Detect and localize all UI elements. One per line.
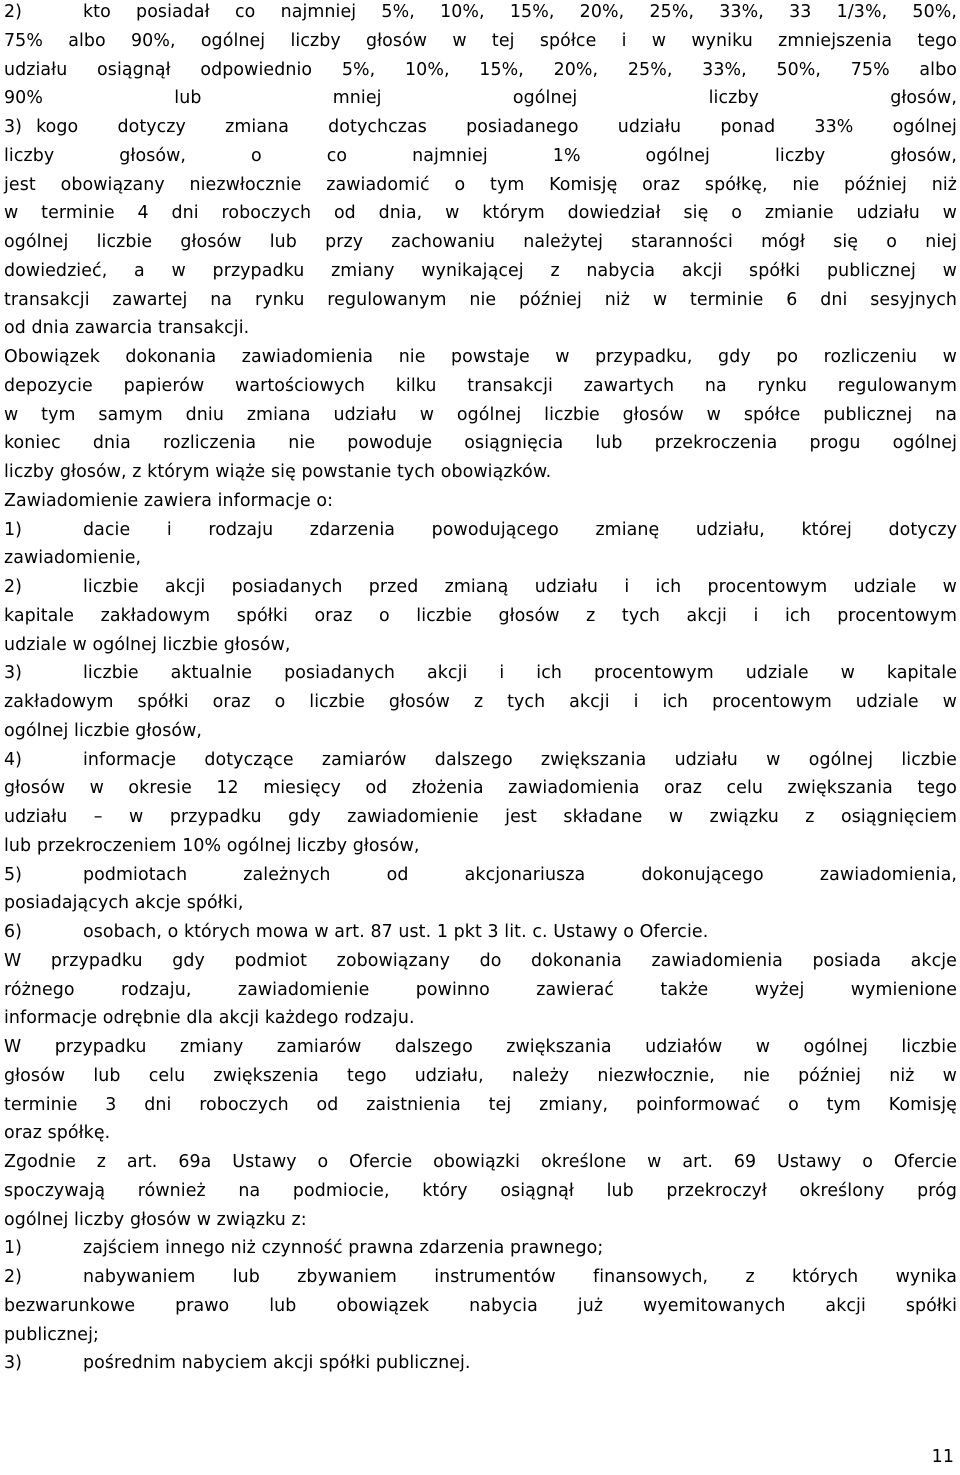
text-line: od dnia zawarcia transakcji. bbox=[4, 318, 250, 339]
text-line: koniec dnia rozliczenia nie powoduje osiągnięcia lub przekroczenia progu ogólnej bbox=[4, 433, 957, 454]
text-line bbox=[4, 659, 957, 688]
text-line: kapitale zakładowym spółki oraz o liczbie głosów z tych akcji i ich procentowym bbox=[4, 605, 957, 626]
text-line: w tym samym dniu zmiana udziału w ogólnej liczbie głosów w spółce publicznej na bbox=[4, 404, 957, 425]
list-number: 3) bbox=[4, 117, 23, 137]
list-number: 3) bbox=[4, 663, 23, 684]
text-line: spoczywają również na podmiocie, który osiągnął lub przekroczył określony próg bbox=[4, 1180, 957, 1201]
list-item-text: liczbie akcji posiadanych przed zmianą udziału i ich procentowym udziale w bbox=[83, 577, 957, 597]
page-number: 11 bbox=[931, 1447, 954, 1467]
text-line: terminie 3 dni roboczych od zaistnienia tej zmiany, poinformować o tym Komisję bbox=[4, 1094, 957, 1115]
list-number: 2) bbox=[4, 1267, 23, 1287]
list-number: 2) bbox=[4, 577, 23, 597]
text-line: udziału osiągnął odpowiednio 5%, 10%, 15%, 20%, 25%, 33%, 50%, 75% albo bbox=[4, 59, 957, 80]
text-line: informacje odrębnie dla akcji każdego rodzaju. bbox=[4, 1008, 415, 1029]
text-line: głosów w okresie 12 miesięcy od złożenia zawiadomienia oraz celu zwiększania tego bbox=[4, 778, 957, 799]
list-number: 3) bbox=[4, 1353, 23, 1374]
text-line: ogólnej liczby głosów w związku z: bbox=[4, 1209, 307, 1230]
text-line: 90% lub mniej ogólnej liczby głosów, bbox=[4, 88, 957, 109]
text-line: bezwarunkowe prawo lub obowiązek nabycia już wyemitowanych akcji spółki bbox=[4, 1295, 957, 1316]
text-line: Zgodnie z art. 69a Ustawy o Ofercie obowiązki określone w art. 69 Ustawy o Ofercie bbox=[4, 1152, 957, 1172]
text-line bbox=[4, 918, 957, 947]
text-line: dowiedzieć, a w przypadku zmiany wynikającej z nabycia akcji spółki publicznej w bbox=[4, 260, 957, 281]
text-line: udziale w ogólnej liczbie głosów, bbox=[4, 634, 291, 655]
text-line: różnego rodzaju, zawiadomienie powinno zawierać także wyżej wymienione bbox=[4, 979, 957, 1000]
text-line: posiadających akcje spółki, bbox=[4, 893, 244, 914]
text-line: oraz spółkę. bbox=[4, 1123, 111, 1144]
list-number: 5) bbox=[4, 864, 23, 885]
text-line: publicznej; bbox=[4, 1324, 99, 1345]
text-line: ogólnej liczbie głosów, bbox=[4, 720, 203, 741]
list-number: 2) bbox=[4, 2, 23, 22]
list-number: 1) bbox=[4, 519, 23, 540]
list-item-text: dacie i rodzaju zdarzenia powodującego zmianę udziału, której dotyczy bbox=[83, 519, 957, 540]
text-line: W przypadku zmiany zamiarów dalszego zwiększania udziałów w ogólnej liczbie bbox=[4, 1037, 957, 1057]
text-line bbox=[4, 1234, 957, 1263]
text-line bbox=[4, 1349, 957, 1378]
list-item-text: osobach, o których mowa w art. 87 ust. 1 pkt 3 lit. c. Ustawy o Ofercie. bbox=[83, 922, 709, 942]
list-item-text: informacje dotyczące zamiarów dalszego zwiększania udziału w ogólnej liczbie bbox=[83, 749, 957, 770]
text-line: ogólnej liczbie głosów lub przy zachowaniu należytej staranności mógł się o niej bbox=[4, 232, 957, 252]
text-line: w terminie 4 dni roboczych od dnia, w którym dowiedział się o zmianie udziału w bbox=[4, 203, 957, 224]
text-line: 75% albo 90%, ogólnej liczby głosów w tej spółce i w wyniku zmniejszenia tego bbox=[4, 30, 957, 51]
text-line bbox=[4, 861, 957, 890]
text-line: liczby głosów, o co najmniej 1% ogólnej liczby głosów, bbox=[4, 145, 957, 166]
text-line bbox=[4, 746, 957, 775]
list-item-text: podmiotach zależnych od akcjonariusza dokonującego zawiadomienia, bbox=[83, 864, 957, 885]
text-line: Obowiązek dokonania zawiadomienia nie powstaje w przypadku, gdy po rozliczeniu w bbox=[4, 347, 957, 367]
text-line bbox=[4, 573, 957, 602]
text-line: Zawiadomienie zawiera informacje o: bbox=[4, 490, 334, 511]
list-item-text: kto posiadał co najmniej 5%, 10%, 15%, 20%, 25%, 33%, 33 1/3%, 50%, bbox=[83, 2, 957, 22]
list-number: 6) bbox=[4, 922, 23, 942]
list-item-text: kogo dotyczy zmiana dotychczas posiadanego udziału ponad 33% ogólnej bbox=[36, 117, 957, 137]
text-line: zakładowym spółki oraz o liczbie głosów z tych akcji i ich procentowym udziale w bbox=[4, 692, 957, 712]
text-line: zawiadomienie, bbox=[4, 548, 142, 569]
text-line bbox=[4, 113, 957, 142]
text-line: lub przekroczeniem 10% ogólnej liczby głosów, bbox=[4, 835, 420, 856]
text-line bbox=[4, 1263, 957, 1292]
text-line: udziału – w przypadku gdy zawiadomienie jest składane w związku z osiągnięciem bbox=[4, 807, 957, 827]
list-item-text: nabywaniem lub zbywaniem instrumentów finansowych, z których wynika bbox=[83, 1267, 957, 1287]
list-item-text: pośrednim nabyciem akcji spółki publicznej. bbox=[83, 1353, 471, 1374]
list-number: 1) bbox=[4, 1238, 23, 1259]
text-line bbox=[4, 0, 957, 27]
text-line: liczby głosów, z którym wiąże się powstanie tych obowiązków. bbox=[4, 462, 552, 482]
text-line: W przypadku gdy podmiot zobowiązany do dokonania zawiadomienia posiada akcje bbox=[4, 950, 957, 971]
document-body bbox=[4, 0, 957, 1378]
text-line: jest obowiązany niezwłocznie zawiadomić o tym Komisję oraz spółkę, nie później niż bbox=[4, 174, 957, 195]
list-number: 4) bbox=[4, 749, 23, 770]
list-item-text: zajściem innego niż czynność prawna zdarzenia prawnego; bbox=[83, 1238, 604, 1259]
text-line: głosów lub celu zwiększenia tego udziału, należy niezwłocznie, nie później niż w bbox=[4, 1065, 957, 1086]
text-line: depozycie papierów wartościowych kilku transakcji zawartych na rynku regulowanym bbox=[4, 375, 957, 396]
text-line bbox=[4, 516, 957, 545]
list-item-text: liczbie aktualnie posiadanych akcji i ich procentowym udziale w kapitale bbox=[83, 663, 957, 684]
text-line: transakcji zawartej na rynku regulowanym nie później niż w terminie 6 dni sesyjnych bbox=[4, 289, 957, 310]
